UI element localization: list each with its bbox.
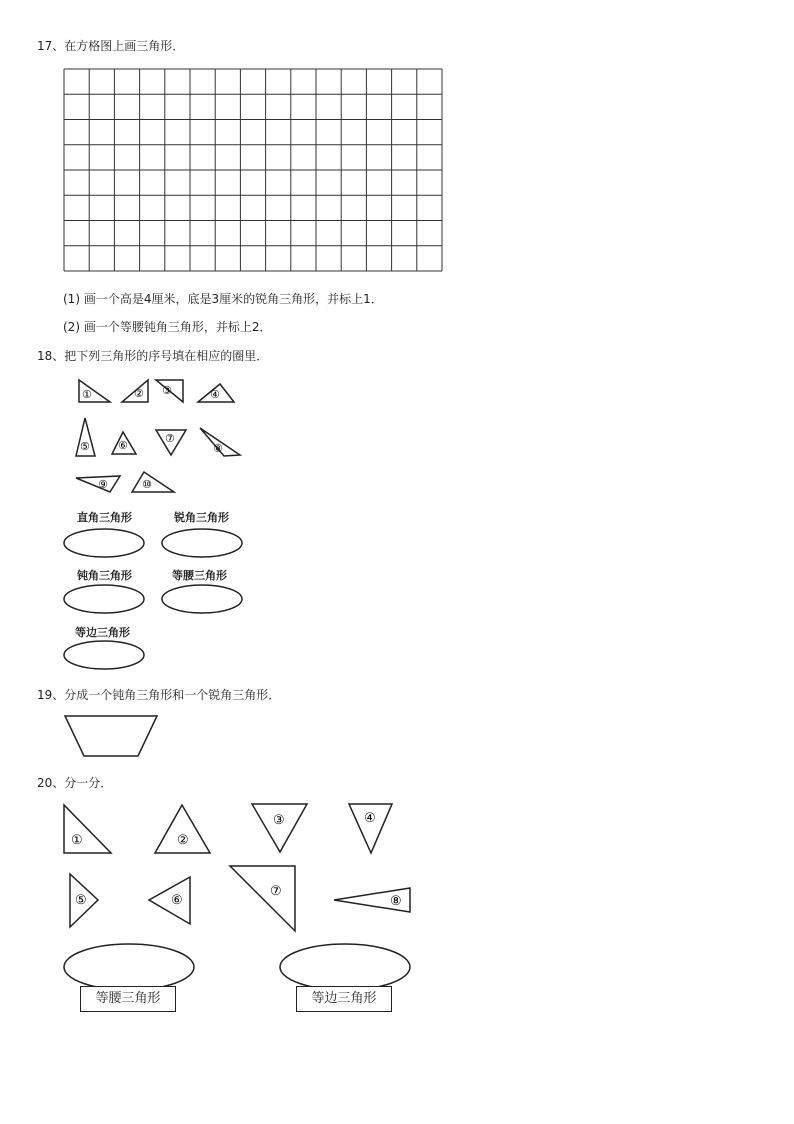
q20-triangle-label-4: ④ xyxy=(364,811,376,826)
q18-triangles xyxy=(60,372,260,502)
q20-title: 20、分一分． xyxy=(37,776,113,790)
q18-circle-equilateral[interactable] xyxy=(63,640,145,670)
q20-triangle-label-1: ① xyxy=(71,833,83,848)
q20-triangle-label-6: ⑥ xyxy=(171,893,183,908)
q20-triangles xyxy=(60,800,420,940)
q17-title: 17、在方格图上画三角形． xyxy=(37,39,185,53)
q20-triangle-6 xyxy=(149,877,190,924)
q18-label-equilateral: 等边三角形 xyxy=(75,626,130,639)
q20-box-equilateral: 等边三角形 xyxy=(296,986,392,1012)
q19-title: 19、分成一个钝角三角形和一个锐角三角形． xyxy=(37,688,281,702)
q20-triangle-7 xyxy=(230,866,295,931)
q18-triangle-label-8: ⑧ xyxy=(213,442,223,455)
q18-circle-isosceles[interactable] xyxy=(161,584,243,614)
q18-triangle-label-1: ① xyxy=(82,388,92,401)
q18-label-obtuse: 钝角三角形 xyxy=(77,569,132,582)
q20-triangle-label-5: ⑤ xyxy=(75,893,87,908)
q18-triangle-label-10: ⑩ xyxy=(142,478,152,491)
q17-item-1: (1) 画一个高是4厘米，底是3厘米的锐角三角形，并标上1． xyxy=(63,292,383,306)
q20-triangle-3 xyxy=(252,804,307,852)
q20-triangle-label-8: ⑧ xyxy=(390,894,402,909)
q18-label-acute: 锐角三角形 xyxy=(174,511,229,524)
q20-ellipse-isosceles[interactable] xyxy=(62,942,196,992)
q18-circle-obtuse[interactable] xyxy=(63,584,145,614)
q20-triangle-label-3: ③ xyxy=(273,813,285,828)
q18-triangle-label-3: ③ xyxy=(162,384,172,397)
q18-triangle-label-6: ⑥ xyxy=(118,439,128,452)
q18-title: 18、把下列三角形的序号填在相应的圈里． xyxy=(37,349,269,363)
q18-circle-right[interactable] xyxy=(63,528,145,558)
q20-triangle-label-2: ② xyxy=(177,833,189,848)
q18-triangle-label-4: ④ xyxy=(210,388,220,401)
q18-label-right: 直角三角形 xyxy=(77,511,132,524)
q20-triangle-label-7: ⑦ xyxy=(270,884,282,899)
q18-circle-acute[interactable] xyxy=(161,528,243,558)
q19-trapezoid[interactable] xyxy=(63,714,159,758)
q20-box-isosceles: 等腰三角形 xyxy=(80,986,176,1012)
q17-item-2: (2) 画一个等腰钝角三角形，并标上2． xyxy=(63,320,272,334)
q18-triangle-label-2: ② xyxy=(134,387,144,400)
q18-triangle-label-7: ⑦ xyxy=(165,432,175,445)
q18-triangle-label-9: ⑨ xyxy=(98,478,108,491)
q18-label-isosceles: 等腰三角形 xyxy=(172,569,227,582)
q18-triangle-10 xyxy=(132,472,174,492)
q17-grid[interactable] xyxy=(63,68,443,272)
q20-ellipse-equilateral[interactable] xyxy=(278,942,412,992)
q18-triangle-label-5: ⑤ xyxy=(80,440,90,453)
